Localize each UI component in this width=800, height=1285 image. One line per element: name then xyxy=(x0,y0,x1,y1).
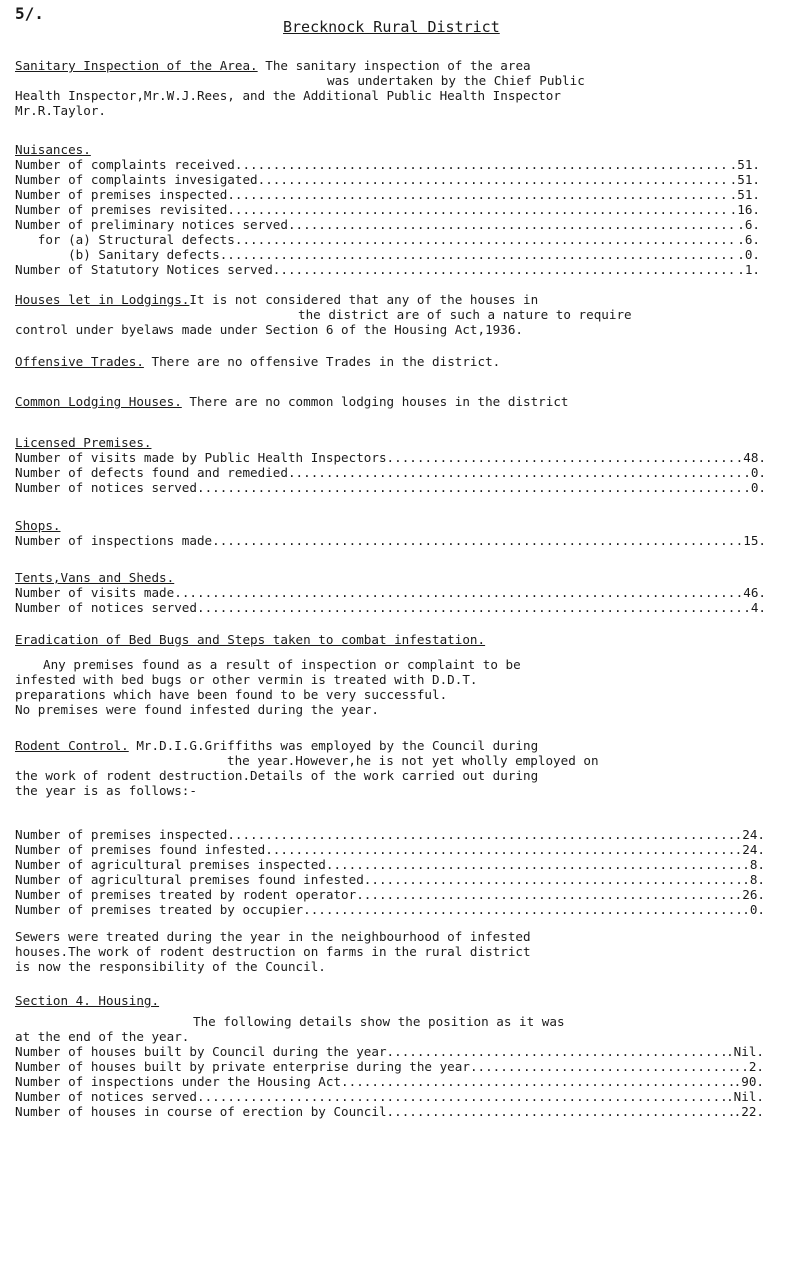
nuisance-row: Number of Statutory Notices served ..... .1. xyxy=(15,262,760,277)
rodent-row: Number of premises treated by occupier ..... .0. xyxy=(15,902,765,917)
lodgings-line3: control under byelaws made under Section 6 of the Housing Act,1936. xyxy=(15,322,523,337)
shops-heading: Shops. xyxy=(15,518,61,533)
common-text: There are no common lodging houses in the district xyxy=(181,394,569,409)
rodent-line2: the year.However,he is not yet wholly employed on xyxy=(227,753,599,768)
nuisance-row: (b) Sanitary defects ..... .0. xyxy=(15,247,760,262)
nuisance-row: Number of premises inspected ..... .51. xyxy=(15,187,760,202)
nuisance-row: Number of complaints received ..... .51. xyxy=(15,157,760,172)
bedbugs-line2: infested with bed bugs or other vermin is treated with D.D.T. xyxy=(15,672,478,687)
housing-row: Number of inspections under the Housing Act ..... .90. xyxy=(15,1074,764,1089)
nuisances-section xyxy=(15,142,760,277)
sewers-line3: is now the responsibility of the Council. xyxy=(15,959,326,974)
bedbugs-section xyxy=(15,632,785,717)
nuisance-row: Number of preliminary notices served ..... .6. xyxy=(15,217,760,232)
housing-row: Number of notices served ..... .Nil. xyxy=(15,1089,764,1104)
common-heading: Common Lodging Houses. xyxy=(15,394,182,409)
rodent-line3: the work of rodent destruction.Details of the work carried out during xyxy=(15,768,539,783)
tents-row: Number of notices served ..... .4. xyxy=(15,600,766,615)
page-number: 5/. xyxy=(15,4,44,23)
licensed-section xyxy=(15,435,766,495)
offensive-text: There are no offensive Trades in the district. xyxy=(143,354,501,369)
shops-section xyxy=(15,518,766,548)
bedbugs-line4: No premises were found infested during the year. xyxy=(15,702,379,717)
rodent-row: Number of premises treated by rodent operator ..... .26. xyxy=(15,887,765,902)
nuisance-row: for (a) Structural defects ..... .6. xyxy=(15,232,760,247)
bedbugs-line1: Any premises found as a result of inspection or complaint to be xyxy=(43,657,521,672)
sanitary-section xyxy=(15,58,785,118)
licensed-heading: Licensed Premises. xyxy=(15,435,152,450)
tents-row: Number of visits made ..... .46. xyxy=(15,585,766,600)
sanitary-line4: Mr.R.Taylor. xyxy=(15,103,106,118)
licensed-row: Number of defects found and remedied ..... .0. xyxy=(15,465,766,480)
rodent-line4: the year is as follows:- xyxy=(15,783,197,798)
housing-heading: Section 4. Housing. xyxy=(15,993,160,1008)
bedbugs-line3: preparations which have been found to be very successful. xyxy=(15,687,448,702)
rodent-row: Number of premises found infested ..... .24. xyxy=(15,842,765,857)
page-header: Brecknock Rural District xyxy=(283,18,500,36)
housing-line1: The following details show the position as it was xyxy=(193,1014,565,1029)
rodent-row: Number of agricultural premises found infested ..... .8. xyxy=(15,872,765,887)
shops-row: Number of inspections made ..... .15. xyxy=(15,533,766,548)
rodent-line1: Mr.D.I.G.Griffiths was employed by the Council during xyxy=(128,738,539,753)
licensed-row: Number of notices served ..... .0. xyxy=(15,480,766,495)
rodent-stats xyxy=(15,827,765,917)
housing-row: Number of houses in course of erection by Council ..... .22. xyxy=(15,1104,764,1119)
lodgings-line2: the district are of such a nature to require xyxy=(298,307,632,322)
rodent-section xyxy=(15,738,785,798)
bedbugs-heading: Eradication of Bed Bugs and Steps taken to combat infestation. xyxy=(15,632,486,647)
common-section xyxy=(15,394,785,409)
rodent-row: Number of agricultural premises inspected ..... .8. xyxy=(15,857,765,872)
nuisance-row: Number of premises revisited ..... .16. xyxy=(15,202,760,217)
sanitary-line3: Health Inspector,Mr.W.J.Rees, and the Additional Public Health Inspector xyxy=(15,88,561,103)
offensive-section xyxy=(15,354,785,369)
sanitary-heading: Sanitary Inspection of the Area. xyxy=(15,58,258,73)
sewers-paragraph xyxy=(15,929,785,974)
lodgings-line1: It is not considered that any of the houses in xyxy=(189,292,539,307)
rodent-row: Number of premises inspected ..... .24. xyxy=(15,827,765,842)
housing-section xyxy=(15,993,785,1044)
nuisances-heading: Nuisances. xyxy=(15,142,91,157)
sewers-line2: houses.The work of rodent destruction on farms in the rural district xyxy=(15,944,531,959)
rodent-heading: Rodent Control. xyxy=(15,738,129,753)
lodgings-heading: Houses let in Lodgings. xyxy=(15,292,190,307)
nuisance-row: Number of complaints invesigated ..... .51. xyxy=(15,172,760,187)
housing-row: Number of houses built by Council during the year ..... .Nil. xyxy=(15,1044,764,1059)
housing-stats xyxy=(15,1044,764,1119)
tents-heading: Tents,Vans and Sheds. xyxy=(15,570,175,585)
licensed-row: Number of visits made by Public Health Inspectors ..... .48. xyxy=(15,450,766,465)
sanitary-line1: The sanitary inspection of the area xyxy=(265,58,531,73)
offensive-heading: Offensive Trades. xyxy=(15,354,144,369)
tents-section xyxy=(15,570,766,615)
lodgings-section xyxy=(15,292,785,337)
housing-row: Number of houses built by private enterprise during the year ..... ..2. xyxy=(15,1059,764,1074)
housing-line2: at the end of the year. xyxy=(15,1029,190,1044)
sewers-line1: Sewers were treated during the year in the neighbourhood of infested xyxy=(15,929,531,944)
sanitary-line2: was undertaken by the Chief Public xyxy=(327,73,585,88)
